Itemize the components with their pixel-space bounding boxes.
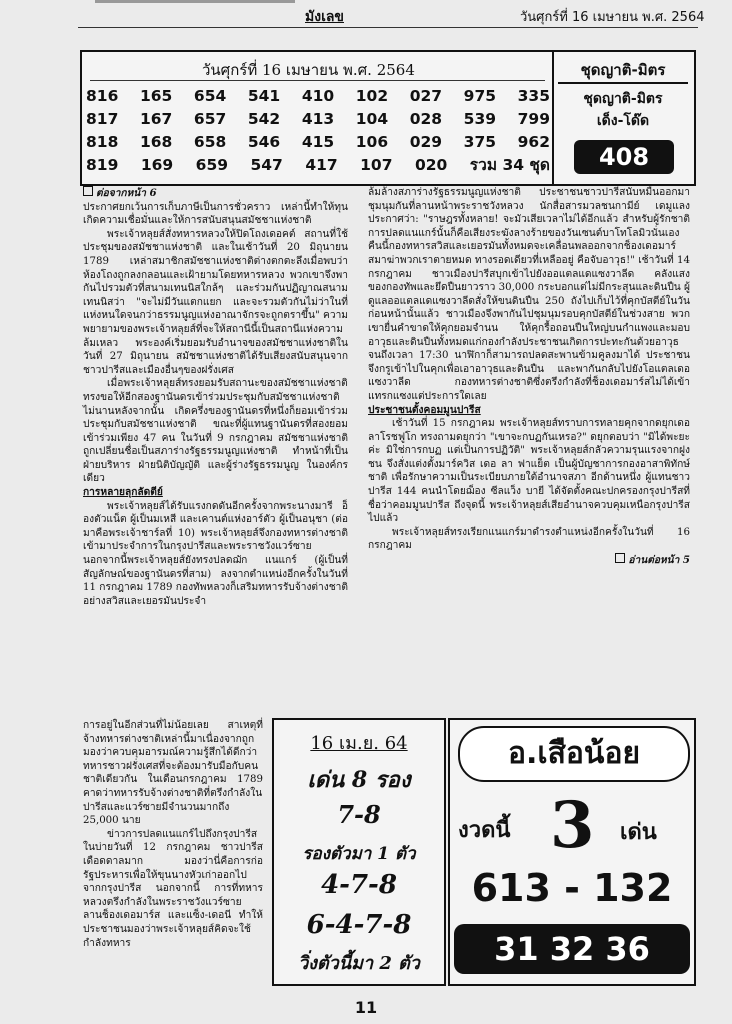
side-number-badge: 408 (574, 140, 674, 174)
section-heading: ประชาชนตั้งคอมมูนปารีส (368, 403, 481, 416)
page-header-title: มังเลข (305, 9, 344, 25)
lotto-number: 819 (86, 156, 119, 174)
prediction-line: 7-8 (337, 800, 381, 829)
number-pair: 613 - 132 (471, 866, 673, 910)
lotto-number: 657 (193, 110, 227, 128)
prediction-line: รองตัวมา 1 ตัว (302, 844, 416, 864)
side-divider (558, 82, 688, 84)
lotto-number: 415 (301, 133, 335, 151)
lotto-number: 335 (517, 87, 550, 105)
lotto-number: 413 (301, 110, 335, 128)
prediction-box-left (272, 718, 446, 986)
side-subtitle-line1: ชุดญาติ-มิตร (583, 91, 663, 107)
continued-from (83, 186, 348, 201)
paragraph: เมื่อพระเจ้าหลุยส์ทรงยอมรับสถานะของสมัชชาแห่งชาติ ทรงขอให้อีกสองฐานันดรเข้าร่วมประชุมกับสมัชชาแห่งชาติ ไม่นานหลังจากนั้น เกิดครึ่งของฐานันดรที่หนึ่งก็ยอมเข้าร่วมประชุมกับสมัชชาแห่งชาติ ขณะที่ผู้แทนฐานันดรที่สองยอมเข้าร่วมเพียง 47 คน ในวันที่ 9 กรกฎาคม สมัชชาแห่งชาติถูกเปลี่ยนชื่อเป็นสภาร่างรัฐธรรมนูญแห่งชาติ ทำหน้าที่เป็นฝ่ายบริหาร ฝ่ายนิติบัญญัติ และผู้ร่างรัฐธรรมนูญ ในองค์กรเดียว (83, 378, 348, 485)
predictor-name: อ.เสือน้อย (458, 726, 690, 782)
lotto-number: 975 (463, 87, 497, 105)
lotto-number: 165 (139, 87, 173, 105)
prediction-line: เด่น 8 รอง (307, 767, 411, 793)
lotto-number: 102 (355, 87, 389, 105)
draw-label: งวดนี้ (458, 818, 511, 843)
side-subtitle (554, 88, 692, 132)
date-underline (90, 80, 545, 81)
paragraph: ข่าวการปลดแนแกร์ไปถึงกรุงปารีสในบ่ายวันที่ 12 กรกฎาคม ชาวปารีสเดือดดาลมาก มองว่านี่คือการก่อรัฐประหารเพื่อให้ขุนนางหัวเก่าออกไปจากกรุงปารีส นอกจากนี้ การที่ทหารหลวงตรึงกำลังในพระราชวังแวร์ซาย ลานช็องเดอมาร์ส และแซ็ง-เดอนี ทำให้ประชาชนมองว่าพระเจ้าหลุยส์คิดจะใช้กำลังทหาร (83, 828, 263, 949)
paragraph: พระเจ้าหลุยส์ทรงเรียกแนแกร์มาดำรงตำแหน่งอีกครั้งในวันที่ 16 กรกฎาคม (368, 526, 690, 552)
lotto-number: 818 (86, 133, 119, 151)
page-number: 11 (354, 998, 378, 1017)
paragraph: พระเจ้าหลุยส์สั่งทหารหลวงให้ปิดโถงเดอคต์ สถานที่ใช้ประชุมของสมัชชาแห่งชาติ และในเช้าวันที่ 20 มิถุนายน 1789 เหล่าสมาชิกสมัชชาแห่งชาติต่างตกตะลึงเมื่อพบว่าห้องโถงถูกลงกลอนและเฝ้ายามโดยทหารหลวง พวกเขาจึงพากันไปรวมตัวที่สนามเทนนิสใกล้ๆ และร่วมกันปฏิญาณสนามเทนนิสว่า "จะไม่มีวันแตกแยก และจะรวมตัวกันไม่ว่าในที่แห่งหนใดจนกว่าธรรมนูญแห่งอาณาจักรจะถูกตราขึ้น" ความพยายามของพระเจ้าหลุยส์ที่จะให้สถานีนี้เป็นสถานีแห่งความล้มเหลว พระองค์เริ่มยอมรับอำนาจของสมัชชาแห่งชาติใน วันที่ 27 มิถุนายน สมัชชาแห่งชาติได้รับเสียงสนับสนุนจากชาวปารีสและเมืองอื่นๆของฝรั่งเศส (83, 228, 348, 376)
paragraph: การอยู่ในอีกส่วนที่ไม่น้อยเลย สาเหตุที่จ้างทหารต่างชาติเหล่านี้มาเนื่องจากถูกมองว่าควบคุมอารมณ์ความรู้สึกได้ดีกว่าทหารชาวฝรั่งเศสที่จะต้องมารับมือกับคนชาติเดียวกัน ในเดือนกรกฎาคม 1789 คาดว่าทหารรับจ้างต่างชาติที่ตรึงกำลังในปารีสและแวร์ซายมีจำนวนมากถึง 25,000 นาย (83, 720, 263, 827)
lotto-number: 539 (463, 110, 497, 128)
lotto-number: 654 (193, 87, 227, 105)
prediction-line: วิ่งตัวนี้มา 2 ตัว (298, 953, 420, 974)
article-column-c (83, 719, 263, 950)
lotto-box-date: วันศุกร์ที่ 16 เมษายน พ.ศ. 2564 (202, 61, 415, 79)
lotto-number: 028 (409, 110, 443, 128)
number-bar: 31 32 36 (454, 924, 690, 974)
lotto-number: 541 (247, 87, 281, 105)
lotto-number: 410 (301, 87, 335, 105)
lotto-number: 029 (409, 133, 443, 151)
prediction-date: 16 เม.ย. 64 (310, 733, 408, 754)
prediction-line: 6-4-7-8 (306, 910, 412, 940)
header-decoration (95, 0, 295, 13)
paragraph: เช้าวันที่ 15 กรกฎาคม พระเจ้าหลุยส์ทราบการทลายคุกจากดยุกเดอลาโรชฟูโก ทรงถามดยุกว่า "เขาจะกบฏกันเหรอ?" ดยุกตอบว่า "มิได้พะยะค่ะ มิใช่การกบฏ แต่เป็นการปฏิวัติ" พระเจ้าหลุยส์กลัวความรุนแรงจากฝูงชน จึงสั่งแต่งตั้งมาร์ควิส เดอ ลา ฟาแย็ต เป็นผู้บัญชาการกองอาสาพิทักษ์ชาติ เพื่อรักษาความเป็นระเบียบภายใต้อำนาจสภา อีกด้านหนึ่ง ผู้แทนชาวปารีส 144 คนนำโดยฌ็อง ซีลแว็ง บายี ได้จัดตั้งคณะปกครองกรุงปารีสที่ชื่อว่าคอมมูนปารีส ถึงจุดนี้ พระเจ้าหลุยส์เสียอำนาจควบคุมเหนือกรุงปารีสไปแล้ว (368, 418, 690, 525)
lead-digit: 3 (550, 788, 595, 863)
article-column-b (368, 186, 690, 568)
header-rule (78, 27, 698, 28)
side-subtitle-line2: เด็ง-โด๊ด (596, 113, 650, 129)
lotto-number: 167 (139, 110, 173, 128)
continued-from-label: ต่อจากหน้า 6 (96, 187, 157, 199)
lotto-number: 546 (247, 133, 281, 151)
lotto-number: 168 (139, 133, 173, 151)
lead-label: เด่น (620, 820, 657, 845)
continued-to-label: อ่านต่อหน้า 5 (628, 554, 690, 567)
lotto-number: 417 (305, 156, 338, 174)
lotto-number: 106 (355, 133, 389, 151)
lotto-row (86, 85, 550, 108)
lotto-number: 799 (517, 110, 550, 128)
side-title: ชุดญาติ-มิตร (580, 61, 666, 79)
paragraph: ประกาศยกเว้นการเก็บภาษีเป็นการชั่วคราว เหล่านี้ทำให้ทุนเกิดความเชื่อมั่นและให้การสนับสนุนสมัชชาแห่งชาติ (83, 201, 348, 227)
checkbox-mark-icon (83, 186, 93, 196)
lotto-number: 817 (86, 110, 119, 128)
lotto-number-grid (86, 85, 550, 177)
lotto-number: 020 (414, 156, 448, 174)
prediction-box-right (448, 718, 696, 986)
prediction-line: 4-7-8 (321, 870, 397, 900)
lotto-number: 104 (355, 110, 389, 128)
lotto-row (86, 154, 550, 177)
page-header-date: วันศุกร์ที่ 16 เมษายน พ.ศ. 2564 (520, 10, 705, 25)
lotto-number: 542 (247, 110, 281, 128)
paragraph: พระเจ้าหลุยส์ได้รับแรงกดดันอีกครั้งจากพระนางมารี อ็องตัวแน็ต ผู้เป็นมเหสี และเคานต์แห่งอาร์ตัว ผู้เป็นอนุชา (ต่อมาคือพระเจ้าชาร์ลที่ 10) พระเจ้าหลุยส์จึงกองทหารต่างชาติเข้ามาประจำการในกรุงปารีสและพระราชวังแวร์ซาย นอกจากนี้พระเจ้าหลุยส์ยังทรงปลดฌัก แนแกร์ (ผู้เป็นที่สัญลักษณ์ของฐานันดรที่สาม) ลงจากตำแหน่งอีกครั้งในวันที่ 11 กรกฎาคม 1789 กองทัพหลวงก็เสริมทหารรับจ้างต่างชาติอย่างสวิสและเยอรมันประจำ (83, 500, 348, 607)
lotto-number: รวม 34 ชุด (469, 156, 550, 174)
lotto-row (86, 108, 550, 131)
lotto-number: 816 (86, 87, 119, 105)
lotto-number: 027 (409, 87, 443, 105)
lotto-row (86, 131, 550, 154)
lotto-number: 547 (250, 156, 283, 174)
lotto-number: 658 (193, 133, 227, 151)
paragraph: ล้มล้างสภาร่างรัฐธรรมนูญแห่งชาติ ประชาชนชาวปารีสนับหมื่นออกมาชุมนุมกันที่ลานหน้าพระราชวังหลวง นักสื่อสารมวลชนกามีย์ เดมูแลง ประกาศว่า: "ราษฎรทั้งหลาย! จะมัวเสียเวลาไม่ได้อีกแล้ว สำหรับผู้รักชาติ การปลดแนแกร์นั้นก็คือเสียงระฆังลางร้ายของวันเซนต์บาโทโลมิวนั่นเอง คืนนี้กองทหารสวิสและเยอรมันทั้งหมดจะเคลื่อนพลออกจากช็องเดอมาร์สมาฆ่าพวกเราตายหมด ทางรอดเดียวที่เหลืออยู่ คือจับอาวุธ!" เช้าวันที่ 14 กรกฎาคม ชาวเมืองปารีสบุกเข้าไปยังออแตลแดแซงวาลีด คลังแสงของกองทัพและยึดปืนยาวราว 30,000 กระบอกแต่ไม่มีกระสุนและดินปืน ผู้ดูแลออแตลแดแซงวาลีดสั่งให้ขนดินปืน 250 ถังไปเก็บไว้ที่คุกบัสตีย์ในวันก่อนหน้านั้นแล้ว ชาวเมืองจึงพากันไปชุมนุมรอบคุกบัสตีย์ในช่วงสาย พวกเขายื่นคำขาดให้คุกยอมจำนน ให้คุกรื้อถอนปืนใหญ่บนกำแพงและมอบอาวุธและดินปืนทั้งหมดแก่กองกำลังประชาชนเกิดการปะทะกันด้วยอาวุธจนถึงเวลา 17:30 นาฬิกาก็สามารถปลดสะพานข้ามคูลงมาได้ ประชาชนจึงกรูเข้าไปในคุกเพื่อเอาอาวุธและดินปืน และพากันกลับไปยังโอแตลเดอแซงวาลีด กองทหารต่างชาติซึ่งตรึงกำลังที่ช็องเดอมาร์สไม่ได้เข้าแทรกแซงแต่ประการใดเลย (368, 187, 690, 402)
checkbox-mark-icon (615, 553, 625, 563)
article-column-a (83, 186, 348, 608)
lotto-number: 107 (360, 156, 393, 174)
lotto-number: 659 (195, 156, 229, 174)
lotto-number: 169 (140, 156, 174, 174)
section-heading: การหลายลุกลัดตีย์ (83, 486, 163, 499)
lotto-number: 962 (517, 133, 550, 151)
continued-to (368, 553, 690, 568)
lotto-number: 375 (463, 133, 497, 151)
lotto-number-box (80, 50, 696, 186)
